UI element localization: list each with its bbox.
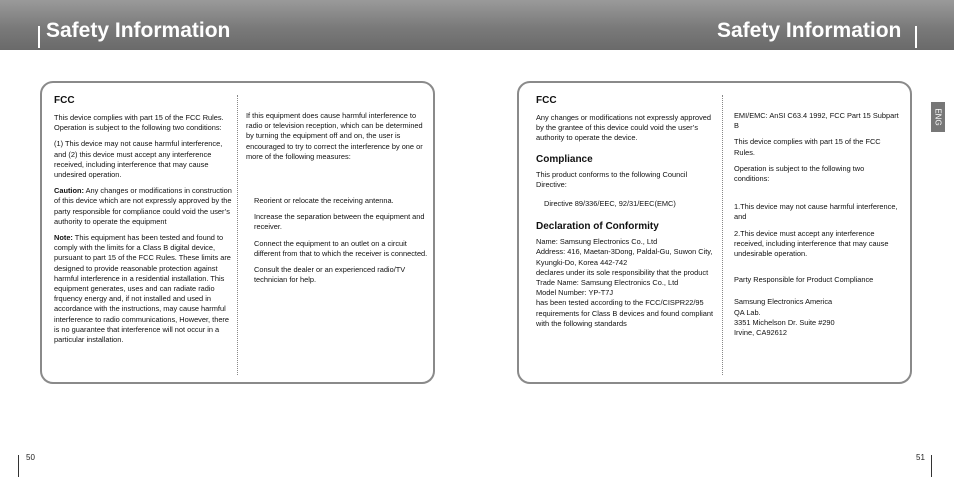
caution-text: Any changes or modifications in construction of this device which are not expressly approved by the party responsible for compliance could void the user’s authority to operate the equipment [54,186,232,226]
right-content-panel [517,81,912,384]
address-line: QA Lab. [734,307,761,317]
measure-item: Increase the separation between the equipment and receiver. [254,212,425,232]
fcc-compliance-text: This device complies with part 15 of the FCC Rules. [734,137,881,157]
address-line: Samsung Electronics America [734,297,833,307]
interference-paragraph: If this equipment does cause harmful interference to radio or television reception, which can be determined by turning the equipment off and on, the user is encouraged to try to correct the interference by one or more of the following measures: [246,111,423,161]
declaration-line: Trade Name: Samsung Electronics Co., Ltd [536,278,679,288]
page-marker-right [931,455,932,477]
compliance-heading: Compliance [536,153,593,165]
note-paragraph [54,233,232,345]
caution-label: Caution: [54,186,84,196]
title-bar-left [38,26,40,48]
compliance-paragraph: This product conforms to the following Council Directive: [536,169,688,189]
language-tab [931,102,945,132]
address-line: Irvine, CA92612 [734,328,787,338]
fcc-paragraph-1: This device complies with part 15 of the FCC Rules. Operation is subject to the following two conditions: [54,113,224,133]
right-col-2 [734,111,899,338]
fcc-modifications-paragraph: Any changes or modifications not expressly approved by the grantee of this device could void the user’s authority to operate the device. [536,113,712,143]
language-tab-label: ENG [933,108,943,126]
responsible-party-label: Party Responsible for Product Compliance [734,275,874,285]
declaration-line: has been tested according to the FCC/CISPR22/95 requirements for Class B devices and found compliant with the following standards [536,298,714,328]
fcc-paragraph-2: (1) This device may not cause harmful interference, and (2) this device must accept any interference received, including interference that may cause undesired operation. [54,139,223,180]
left-column-divider [237,95,238,375]
conditions-text: Operation is subject to the following two conditions: [734,163,865,184]
fcc-heading-left: FCC [54,95,75,106]
emi-emc-text: EMI/EMC: AnSI C63.4 1992, FCC Part 15 Subpart B [734,111,899,131]
caution-paragraph [54,186,232,227]
page-title-right: Safety Information [717,19,902,42]
left-content-panel [40,81,435,384]
note-label: Note: [54,233,73,243]
declaration-line: Model Number: YP-T7J [536,288,614,298]
page-number-left: 50 [26,453,35,462]
measure-item: Connect the equipment to an outlet on a circuit different from that to which the receiver is connected. [254,238,428,258]
condition-1: 1.This device may not cause harmful interference, and [734,202,898,222]
measure-item: Reorient or relocate the receiving antenna. [254,196,394,206]
note-text: This equipment has been tested and found to comply with the limits for a Class B digital device, pursuant to part 15 of the FCC Rules. These limits are designed to provide reasonable protection against harmful interference in a residential installation. This equipment generates, uses and can radiate radio frquency energy and, if not installed and used in accordance with the instructions, may cause harmful interference to radio communications, However, there is no guarantee that interference will not occur in a particular installation. [54,233,231,345]
right-column-divider [722,95,723,375]
left-col-2 [246,111,428,291]
right-col-1 [536,95,714,329]
left-col-1 [54,95,232,351]
page-marker-left [18,455,19,477]
directive-text: Directive 89/336/EEC, 92/31/EEC(EMC) [544,199,676,209]
page-title-left: Safety Information [46,19,231,42]
declaration-line: Name: Samsung Electronics Co., Ltd [536,237,658,247]
title-bar-right [915,26,917,48]
address-line: 3351 Michelson Dr. Suite #290 [734,317,835,327]
measure-item: Consult the dealer or an experienced radio/TV technician for help. [254,265,406,285]
declaration-line: declares under its sole responsibility that the product [536,267,709,277]
condition-2: 2.This device must accept any interference received, including interference that may cause undesirable operation. [734,228,889,259]
declaration-line: Address: 416, Maetan-3Dong, Paldal-Gu, Suwon City, Kyungki-Do, Korea 442-742 [536,247,713,267]
fcc-heading-right: FCC [536,95,557,106]
page-number-right: 51 [916,453,925,462]
declaration-heading: Declaration of Conformity [536,221,659,233]
